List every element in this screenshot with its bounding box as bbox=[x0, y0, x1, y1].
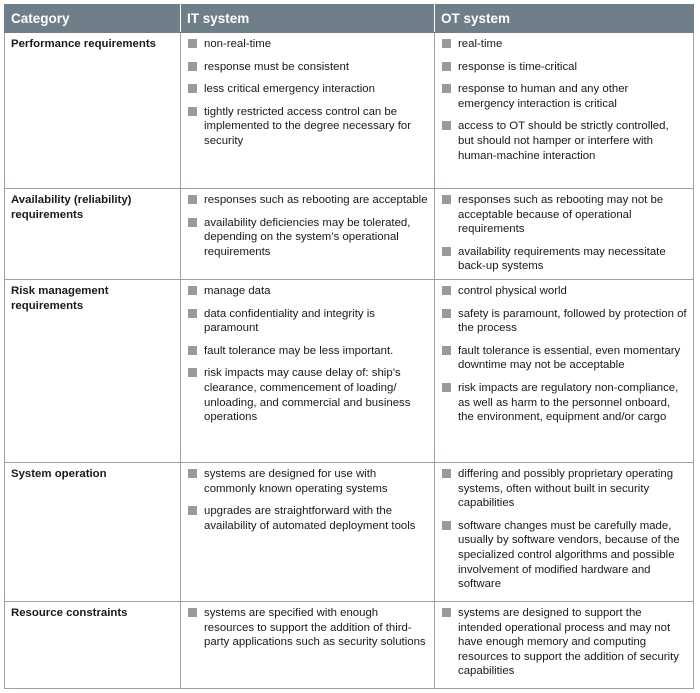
header-it-system: IT system bbox=[181, 5, 435, 33]
square-bullet-icon bbox=[442, 62, 451, 71]
bullet-text: non-real-time bbox=[204, 38, 272, 50]
category-cell: Availability (reliability) requirements bbox=[5, 189, 181, 280]
square-bullet-icon bbox=[188, 286, 197, 295]
square-bullet-icon bbox=[188, 39, 197, 48]
bullet-text: risk impacts are regulatory non-compliance, as well as harm to the personnel onboard, the environment, equipment and/or cargo bbox=[458, 381, 679, 424]
square-bullet-icon bbox=[188, 506, 197, 515]
table-header-row bbox=[5, 5, 694, 33]
ot-system-cell bbox=[435, 463, 694, 602]
bullet-text: fault tolerance is essential, even momentary downtime may not be acceptable bbox=[458, 344, 681, 372]
square-bullet-icon bbox=[188, 368, 197, 377]
square-bullet-icon bbox=[442, 39, 451, 48]
list-item bbox=[187, 82, 428, 97]
bullet-text: data confidentiality and integrity is paramount bbox=[204, 307, 375, 335]
list-item bbox=[441, 37, 687, 52]
bullet-text: systems are specified with enough resources to support the addition of third-party applications such as security solutions bbox=[204, 607, 426, 649]
list-item bbox=[441, 344, 687, 373]
square-bullet-icon bbox=[442, 383, 451, 392]
table-row bbox=[5, 602, 694, 689]
ot-bullet-list bbox=[441, 284, 687, 425]
bullet-text: response must be consistent bbox=[204, 60, 349, 73]
list-item bbox=[187, 105, 428, 149]
it-system-cell bbox=[181, 280, 435, 463]
bullet-text: safety is paramount, followed by protection of the process bbox=[458, 307, 687, 335]
bullet-text: control physical world bbox=[458, 285, 567, 297]
bullet-text: availability requirements may necessitate back-up systems bbox=[458, 245, 666, 273]
ot-system-cell bbox=[435, 280, 694, 463]
it-system-cell bbox=[181, 463, 435, 602]
square-bullet-icon bbox=[442, 608, 451, 617]
list-item bbox=[441, 381, 687, 425]
list-item bbox=[187, 344, 428, 359]
square-bullet-icon bbox=[188, 346, 197, 355]
list-item bbox=[441, 82, 687, 111]
bullet-text: software changes must be carefully made, usually by software vendors, because of the specialized control algorithms and possible involvement of modified hardware and software bbox=[458, 519, 680, 591]
comparison-table-container bbox=[4, 4, 693, 688]
square-bullet-icon bbox=[188, 608, 197, 617]
bullet-text: upgrades are straightforward with the availability of automated deployment tools bbox=[204, 505, 416, 532]
list-item bbox=[187, 366, 428, 424]
table-body bbox=[5, 33, 694, 689]
it-system-cell bbox=[181, 189, 435, 280]
list-item bbox=[187, 606, 428, 650]
ot-system-cell bbox=[435, 602, 694, 689]
it-ot-comparison-table bbox=[4, 4, 694, 689]
square-bullet-icon bbox=[188, 195, 197, 204]
square-bullet-icon bbox=[442, 469, 451, 478]
header-category: Category bbox=[5, 5, 181, 33]
square-bullet-icon bbox=[188, 218, 197, 227]
list-item bbox=[187, 307, 428, 336]
bullet-text: tightly restricted access control can be implemented to the degree necessary for security bbox=[204, 105, 412, 147]
square-bullet-icon bbox=[188, 309, 197, 318]
list-item bbox=[441, 606, 687, 679]
square-bullet-icon bbox=[442, 84, 451, 93]
bullet-text: systems are designed for use with commonly known operating systems bbox=[204, 468, 388, 495]
table-row bbox=[5, 280, 694, 463]
bullet-text: manage data bbox=[204, 285, 271, 297]
list-item bbox=[441, 307, 687, 336]
list-item bbox=[187, 216, 428, 260]
bullet-text: responses such as rebooting are acceptable bbox=[204, 194, 428, 206]
bullet-text: response to human and any other emergency interaction is critical bbox=[458, 83, 629, 110]
header-ot-system: OT system bbox=[435, 5, 694, 33]
bullet-text: systems are designed to support the intended operational process and may not have enough memory and computing resources to support the addition of security capabilities bbox=[458, 607, 679, 678]
it-system-cell bbox=[181, 33, 435, 189]
square-bullet-icon bbox=[442, 247, 451, 256]
bullet-text: fault tolerance may be less important. bbox=[204, 344, 394, 357]
square-bullet-icon bbox=[188, 107, 197, 116]
bullet-text: differing and possibly proprietary operating systems, often without built in security capabilities bbox=[458, 468, 674, 510]
category-cell: Risk management requirements bbox=[5, 280, 181, 463]
square-bullet-icon bbox=[188, 62, 197, 71]
category-cell: Performance requirements bbox=[5, 33, 181, 189]
bullet-text: real-time bbox=[458, 38, 503, 50]
list-item bbox=[187, 60, 428, 75]
ot-system-cell bbox=[435, 189, 694, 280]
it-bullet-list bbox=[187, 37, 428, 149]
it-bullet-list bbox=[187, 193, 428, 259]
list-item bbox=[187, 504, 428, 533]
it-bullet-list bbox=[187, 284, 428, 425]
ot-bullet-list bbox=[441, 37, 687, 163]
bullet-text: less critical emergency interaction bbox=[204, 83, 375, 96]
list-item bbox=[441, 193, 687, 237]
bullet-text: response is time-critical bbox=[458, 60, 578, 73]
it-system-cell bbox=[181, 602, 435, 689]
square-bullet-icon bbox=[442, 195, 451, 204]
bullet-text: risk impacts may cause delay of: ship’s clearance, commencement of loading/ unloading, and commercial and business operations bbox=[204, 367, 411, 424]
list-item bbox=[187, 284, 428, 299]
bullet-text: responses such as rebooting may not be acceptable because of operational requirements bbox=[458, 194, 664, 236]
square-bullet-icon bbox=[188, 84, 197, 93]
square-bullet-icon bbox=[442, 521, 451, 530]
list-item bbox=[441, 519, 687, 592]
it-bullet-list bbox=[187, 606, 428, 650]
square-bullet-icon bbox=[188, 469, 197, 478]
category-cell: System operation bbox=[5, 463, 181, 602]
ot-system-cell bbox=[435, 33, 694, 189]
list-item bbox=[187, 193, 428, 208]
table-row bbox=[5, 189, 694, 280]
table-row bbox=[5, 463, 694, 602]
list-item bbox=[441, 60, 687, 75]
category-cell: Resource constraints bbox=[5, 602, 181, 689]
bullet-text: availability deficiencies may be tolerated, depending on the system’s operational requirements bbox=[204, 216, 411, 258]
list-item bbox=[441, 119, 687, 163]
list-item bbox=[187, 467, 428, 496]
square-bullet-icon bbox=[442, 346, 451, 355]
ot-bullet-list bbox=[441, 467, 687, 592]
list-item bbox=[441, 467, 687, 511]
list-item bbox=[441, 245, 687, 274]
square-bullet-icon bbox=[442, 286, 451, 295]
list-item bbox=[187, 37, 428, 52]
ot-bullet-list bbox=[441, 193, 687, 274]
square-bullet-icon bbox=[442, 309, 451, 318]
ot-bullet-list bbox=[441, 606, 687, 679]
table-row bbox=[5, 33, 694, 189]
bullet-text: access to OT should be strictly controlled, but should not hamper or interfere with human-machine interaction bbox=[458, 120, 669, 162]
list-item bbox=[441, 284, 687, 299]
it-bullet-list bbox=[187, 467, 428, 533]
square-bullet-icon bbox=[442, 121, 451, 130]
